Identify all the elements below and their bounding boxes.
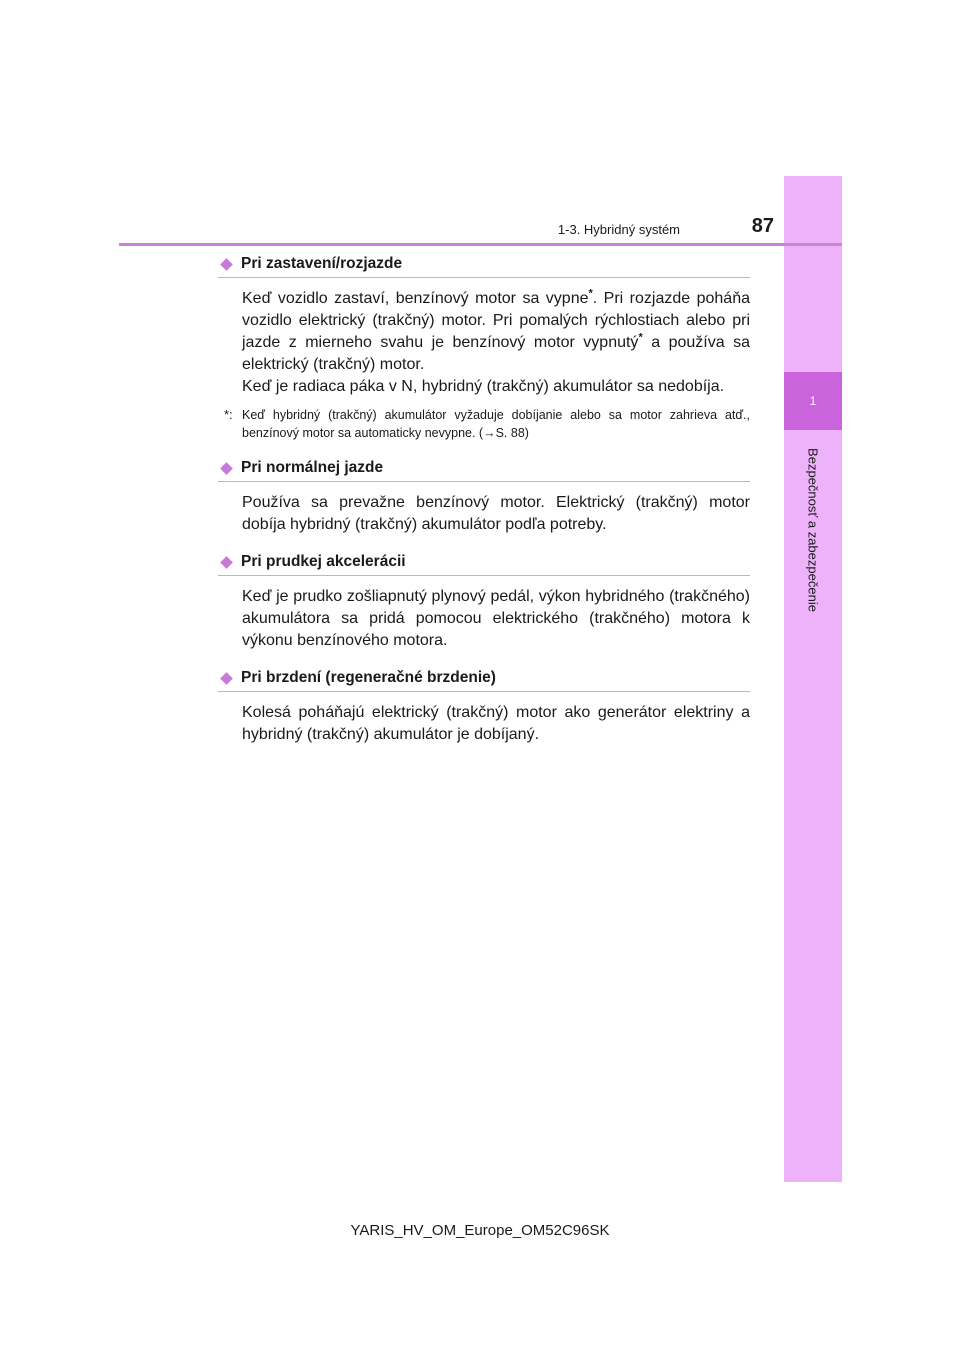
section-heading <box>218 456 750 482</box>
asterisk-marker: * <box>638 331 643 344</box>
paragraph: Kolesá poháňajú elektrický (trakčný) motor ako generátor elektriny a hybridný (trakčný) akumulátor je dobíjaný. <box>242 704 750 743</box>
paragraph: Používa sa prevažne benzínový motor. Elektrický (trakčný) motor dobíja hybridný (trakčný) akumulátor podľa potreby. <box>242 494 750 533</box>
section-braking <box>218 666 750 746</box>
diamond-bullet-icon <box>220 556 233 569</box>
text-fragment: Keď vozidlo zastaví, benzínový motor sa vypne <box>242 290 589 307</box>
section-stop-start <box>218 252 750 442</box>
page-number: 87 <box>751 215 774 237</box>
paragraph: Keď je radiaca páka v N, hybridný (trakčný) akumulátor sa nedobíja. <box>242 378 725 395</box>
document-footer: YARIS_HV_OM_Europe_OM52C96SK <box>350 1222 610 1239</box>
section-heading-text: Pri normálnej jazde <box>241 459 384 476</box>
header-divider <box>119 243 842 246</box>
section-heading <box>218 550 750 576</box>
footnote-mark: *: <box>224 407 233 422</box>
section-normal-driving <box>218 456 750 536</box>
paragraph: Keď je prudko zošliapnutý plynový pedál, výkon hybridného (trakčného) akumulátora sa pridá pomocou elektrického (trakčného) motora k výkonu benzínového motora. <box>242 588 750 649</box>
paragraph <box>242 288 750 376</box>
footnote-text: Keď hybridný (trakčný) akumulátor vyžaduje dobíjanie alebo sa motor zahrieva atď., benzínový motor sa automaticky nevypne. (→S. 88) <box>242 408 750 440</box>
section-body <box>242 492 750 536</box>
section-heading-text: Pri brzdení (regeneračné brzdenie) <box>241 669 496 686</box>
section-title: 1-3. Hybridný systém <box>557 222 680 237</box>
section-heading-text: Pri zastavení/rozjazde <box>241 255 403 272</box>
section-hard-acceleration <box>218 550 750 652</box>
diamond-bullet-icon <box>220 672 233 685</box>
main-content <box>218 252 750 760</box>
section-heading-text: Pri prudkej akcelerácii <box>241 553 406 570</box>
diamond-bullet-icon <box>220 258 233 271</box>
diamond-bullet-icon <box>220 462 233 475</box>
section-heading <box>218 666 750 692</box>
section-body <box>242 586 750 652</box>
section-body <box>242 702 750 746</box>
footnote <box>224 406 750 442</box>
text-fragment: . Pri rozjazde poháňa vozidlo elektrický (trakčný) motor. Pri pomalých rýchlostiach alebo pri jazde z mierneho svahu je benzínový motor vypnutý <box>242 290 751 351</box>
section-body <box>242 288 750 398</box>
chapter-label-text: Bezpečnosť a zabezpečenie <box>805 448 821 612</box>
asterisk-marker: * <box>588 287 593 300</box>
text-fragment: a používa sa elektrický (trakčný) motor. <box>242 334 750 373</box>
chapter-number-tab: 1 <box>784 372 842 430</box>
section-heading <box>218 252 750 278</box>
side-tab <box>784 176 842 1182</box>
